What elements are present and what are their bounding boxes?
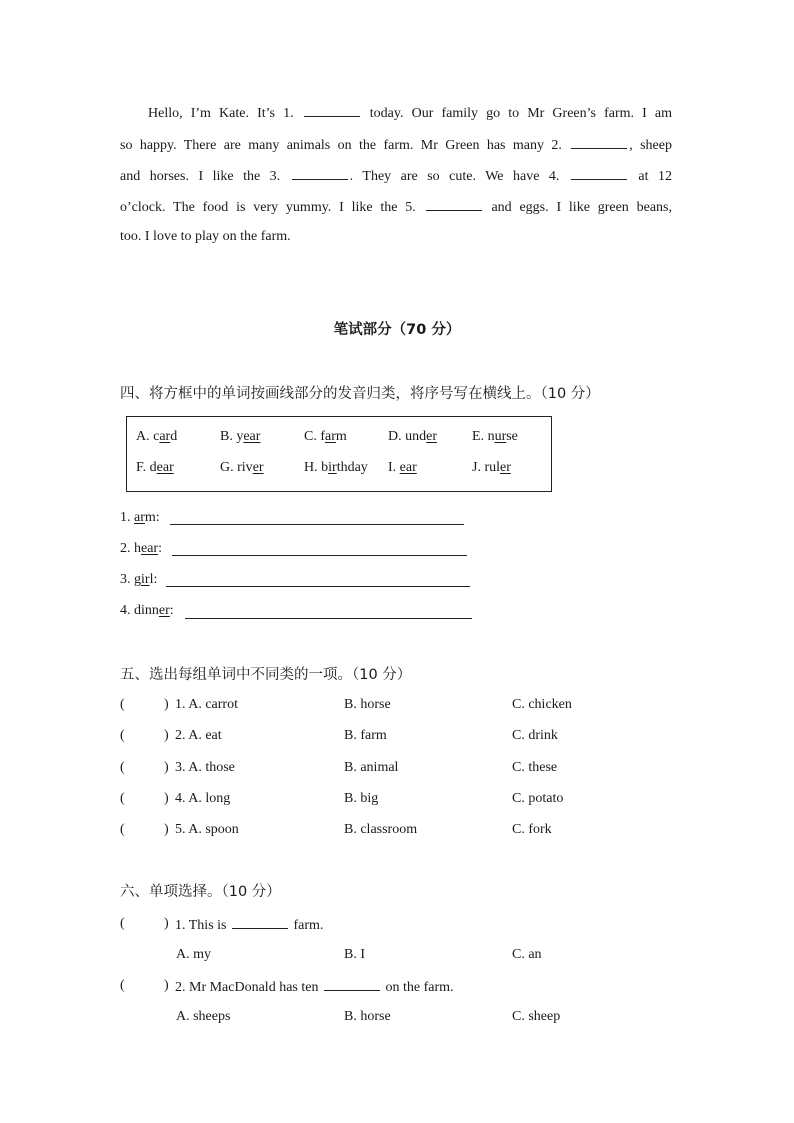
word-part: E.	[472, 429, 488, 444]
word-part: 3.	[120, 572, 134, 587]
word-part: B.	[220, 429, 237, 444]
answer-paren-close: )	[164, 978, 169, 993]
answer-paren-open[interactable]: (	[120, 791, 125, 806]
underlined-letters: ar	[325, 429, 336, 444]
q5-option-b: B. animal	[344, 760, 399, 775]
q5-option-a: 4. A. long	[175, 791, 231, 806]
underlined-letters: ur	[494, 429, 507, 444]
q5-option-b: B. big	[344, 791, 379, 806]
word-box-item	[472, 460, 511, 476]
answer-paren-close: )	[164, 822, 169, 837]
q5-item	[120, 758, 672, 778]
q5-option-c: C. chicken	[512, 697, 572, 712]
answer-paren-open[interactable]: (	[120, 916, 125, 931]
word-part: h	[134, 541, 141, 556]
answer-paren-open[interactable]: (	[120, 697, 125, 712]
word-part: riv	[237, 460, 253, 475]
fill-blank[interactable]	[571, 134, 627, 149]
word-part: f	[320, 429, 326, 444]
q6-option-a: A. my	[176, 947, 211, 962]
word-part: 1.	[120, 510, 134, 525]
q6-heading: 六、单项选择。（10 分）	[120, 884, 281, 900]
passage-line	[120, 227, 672, 247]
q6-option-a: A. sheeps	[176, 1009, 231, 1024]
q4-heading: 四、将方框中的单词按画线部分的发音归类，将序号写在横线上。（10 分）	[120, 386, 600, 402]
q5-heading: 五、选出每组单词中不同类的一项。（10 分）	[120, 667, 412, 683]
fill-blank[interactable]	[426, 196, 482, 211]
q5-option-a: 5. A. spoon	[175, 822, 239, 837]
word-box-item	[304, 429, 347, 445]
word-box-item	[220, 429, 260, 445]
word-box-item	[388, 460, 417, 476]
underlined-letters: ir	[328, 460, 337, 475]
q4-answer-row	[120, 539, 162, 559]
word-part: :	[158, 541, 162, 556]
word-part: b	[321, 460, 329, 475]
q6-item-stem	[120, 914, 672, 934]
word-part: n	[487, 429, 495, 444]
q5-option-a: 3. A. those	[175, 760, 235, 775]
passage-text: . They are so cute. We have 4.	[349, 169, 569, 184]
fill-blank[interactable]	[324, 976, 380, 991]
word-part: C.	[304, 429, 321, 444]
passage-text: too. I love to play on the farm.	[120, 229, 291, 244]
q4-answer-line[interactable]	[185, 618, 472, 619]
answer-paren-close: )	[164, 791, 169, 806]
q4-answer-line[interactable]	[172, 555, 467, 556]
passage-text: so happy. There are many animals on the farm. Mr Green has many 2.	[120, 138, 570, 153]
q5-option-c: C. fork	[512, 822, 552, 837]
passage-text: and horses. I like the 3.	[120, 169, 290, 184]
q6-option-b: B. I	[344, 947, 365, 962]
q6-option-c: C. an	[512, 947, 542, 962]
q4-answer-row	[120, 570, 157, 590]
q5-item	[120, 695, 672, 715]
word-box-item	[220, 460, 264, 476]
word-part: rul	[484, 460, 501, 475]
answer-paren-open[interactable]: (	[120, 978, 125, 993]
underlined-letters: ar	[159, 429, 171, 444]
answer-paren-close: )	[164, 697, 169, 712]
answer-paren-close: )	[164, 760, 169, 775]
underlined-letters: ir	[141, 572, 150, 587]
word-part: se	[506, 429, 518, 444]
word-part: :	[169, 603, 174, 618]
written-section-title: 笔试部分（70 分）	[333, 322, 461, 338]
word-part: D.	[388, 429, 406, 444]
q5-option-c: C. potato	[512, 791, 564, 806]
answer-paren-close: )	[164, 916, 169, 931]
word-box-item	[304, 460, 368, 476]
q4-answer-line[interactable]	[166, 586, 470, 587]
answer-paren-open[interactable]: (	[120, 728, 125, 743]
passage-text: today. Our family go to Mr Green’s farm. I am	[361, 106, 672, 121]
word-part: F.	[136, 460, 150, 475]
word-part: A.	[136, 429, 154, 444]
q6-item-options	[120, 945, 672, 965]
answer-paren-open[interactable]: (	[120, 760, 125, 775]
q6-item-stem	[120, 976, 672, 996]
word-part: g	[134, 572, 141, 587]
word-part: thday	[336, 460, 368, 475]
word-part: c	[153, 429, 160, 444]
q4-answer-row	[120, 601, 174, 621]
q5-option-c: C. these	[512, 760, 558, 775]
word-box-item	[472, 429, 518, 445]
q5-option-b: B. horse	[344, 697, 391, 712]
q5-item	[120, 820, 672, 840]
fill-blank[interactable]	[571, 165, 627, 180]
q5-option-b: B. classroom	[344, 822, 418, 837]
passage-text: and eggs. I like green beans,	[483, 200, 672, 215]
word-part: I.	[388, 460, 400, 475]
word-part: 4.	[120, 603, 134, 618]
underlined-letters: er	[252, 460, 264, 475]
q6-item-options	[120, 1007, 672, 1027]
word-part: d	[170, 429, 178, 444]
underlined-letters: er	[500, 460, 511, 475]
q6-stem: 1. This is farm.	[175, 914, 323, 936]
word-part: G.	[220, 460, 238, 475]
q4-answer-row	[120, 508, 160, 528]
word-part: und	[405, 429, 427, 444]
word-box	[126, 416, 552, 492]
word-part: m:	[144, 510, 160, 525]
underlined-letters: ar	[134, 510, 145, 525]
passage-text: o’clock. The food is very yummy. I like the 5.	[120, 200, 424, 215]
passage-line	[148, 102, 672, 122]
word-part: d	[149, 460, 157, 475]
word-box-item	[136, 460, 174, 476]
word-part: m	[335, 429, 347, 444]
underlined-letters: ear	[243, 429, 261, 444]
q6-option-c: C. sheep	[512, 1009, 561, 1024]
underlined-letters: ear	[156, 460, 174, 475]
passage-line	[120, 134, 672, 154]
fill-blank[interactable]	[292, 165, 348, 180]
passage-text: , sheep	[629, 138, 672, 153]
word-part: dinn	[134, 603, 159, 618]
q6-stem: 2. Mr MacDonald has ten on the farm.	[175, 976, 454, 998]
underlined-letters: er	[426, 429, 438, 444]
passage-text: Hello, I’m Kate. It’s 1.	[148, 106, 302, 121]
word-part: l:	[149, 572, 158, 587]
q5-option-a: 1. A. carrot	[175, 697, 238, 712]
q6-option-b: B. horse	[344, 1009, 391, 1024]
answer-paren-open[interactable]: (	[120, 822, 125, 837]
passage-text: at 12	[628, 169, 672, 184]
word-part: J.	[472, 460, 485, 475]
answer-paren-close: )	[164, 728, 169, 743]
q5-item	[120, 789, 672, 809]
q5-option-a: 2. A. eat	[175, 728, 222, 743]
q5-option-c: C. drink	[512, 728, 558, 743]
underlined-letters: ear	[141, 541, 159, 556]
word-part: 2.	[120, 541, 134, 556]
word-part: y	[236, 429, 244, 444]
fill-blank[interactable]	[232, 914, 288, 929]
underlined-letters: er	[158, 603, 170, 618]
q5-item	[120, 726, 672, 746]
word-box-item	[136, 429, 177, 445]
word-box-item	[388, 429, 437, 445]
q4-answer-line[interactable]	[170, 524, 464, 525]
word-part: H.	[304, 460, 322, 475]
underlined-letters: ear	[399, 460, 417, 475]
passage-line	[120, 196, 672, 216]
fill-blank[interactable]	[304, 102, 360, 117]
q5-option-b: B. farm	[344, 728, 387, 743]
passage-line	[120, 165, 672, 185]
